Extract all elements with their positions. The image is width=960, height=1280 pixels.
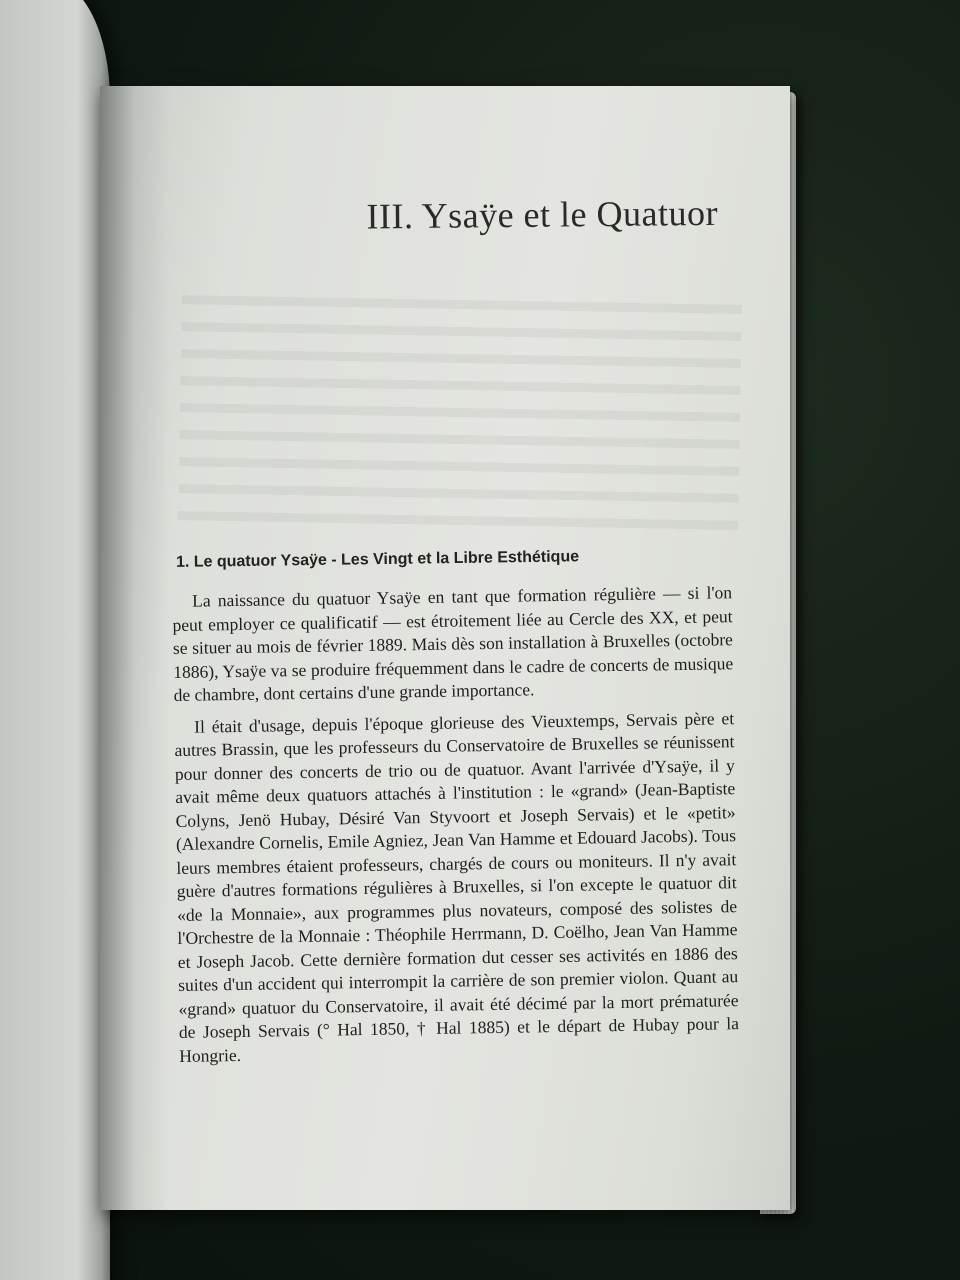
reverse-side-show-through bbox=[178, 295, 742, 535]
body-text bbox=[172, 581, 740, 1076]
section-title: 1. Le quatuor Ysaÿe - Les Vingt et la Libre Esthétique bbox=[175, 548, 580, 571]
paragraph-2: Il était d'usage, depuis l'époque glorieuse des Vieuxtemps, Servais père et autres Brassin, que les professeurs du Conservatoire de Bruxelles se réunissent pour donner des concerts de trio ou de quatuor. Avant l'arrivée d'Ysaÿe, il y avait même deux quatuors attachés à l'institution : le «grand» (Jean-Baptiste Colyns, Jenö Hubay, Désiré Van Styvoort et Joseph Servais) et le «petit» (Alexandre Cornelis, Emile Agniez, Jean Van Hamme et Edouard Jacobs). Tous leurs membres étaient professeurs, chargés de cours ou moniteurs. Il n'y avait guère d'autres formations régulières à Bruxelles, si l'on excepte le quatuor dit «de la Monnaie», aux programmes plus novateurs, composé des solistes de l'Orchestre de la Monnaie : Théophile Herrmann, D. Coëlho, Jean Van Hamme et Joseph Jacob. Cette dernière formation dut cesser ses activités en 1886 des suites d'un accident qui interrompit la carrière de son premier violon. Quant au «grand» quatuor du Conservatoire, il avait été décimé par la mort prématurée de Joseph Servais (° Hal 1850, † Hal 1885) et le départ de Hubay pour la Hongrie. bbox=[174, 707, 740, 1066]
gutter-shadow bbox=[100, 86, 170, 1210]
paragraph-1: La naissance du quatuor Ysaÿe en tant que formation régulière — si l'on peut employer ce qualificatif — est étroitement liée au Cercle des XX, et peut se situer au mois de février 1889. Mais dès son installation à Bruxelles (octobre 1886), Ysaÿe va se produire fréquemment dans le cadre de concerts de musique de chambre, dont certains d'une grande importance. bbox=[172, 582, 734, 705]
facing-page-edge bbox=[0, 0, 110, 1280]
chapter-title: III. Ysaÿe et le Quatuor bbox=[366, 192, 719, 237]
